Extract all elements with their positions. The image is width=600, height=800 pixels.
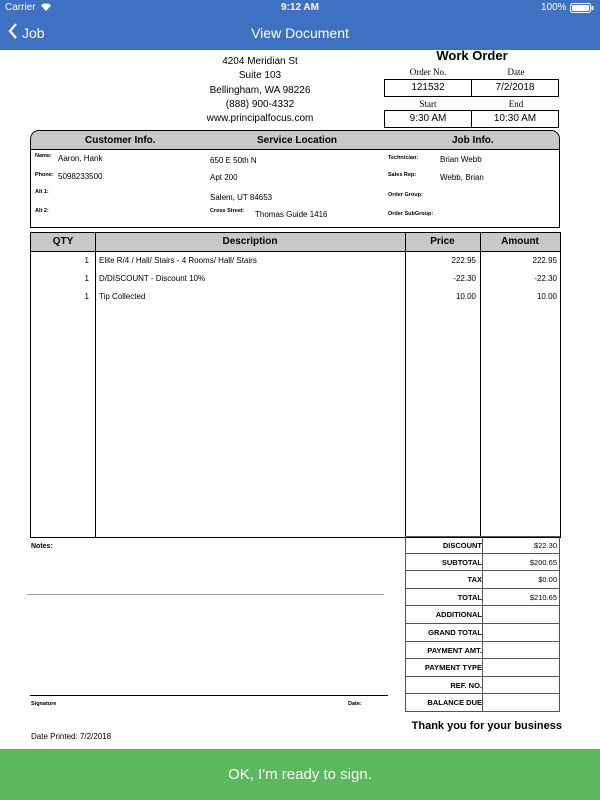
totals-label: PAYMENT AMT. bbox=[427, 645, 482, 655]
totals-label: TAX bbox=[467, 575, 482, 585]
order-no-value: 121532 bbox=[384, 79, 472, 97]
nav-bar bbox=[0, 16, 600, 50]
row-price: -22.30 bbox=[453, 274, 476, 283]
totals-value: $22.30 bbox=[534, 541, 557, 550]
totals-row bbox=[405, 677, 560, 695]
customer-phone: 5098233500 bbox=[58, 172, 103, 181]
row-qty: 1 bbox=[84, 274, 89, 283]
order-no-label: Order No. bbox=[409, 67, 447, 77]
phone-label: Phone: bbox=[35, 172, 54, 178]
order-subgroup-label: Order SubGroup: bbox=[388, 211, 434, 217]
row-description: Elite R/4 / Hall/ Stairs - 4 Rooms/ Hall/ Stairs bbox=[99, 256, 257, 265]
notes-divider bbox=[27, 594, 384, 595]
sales-rep-value: Webb, Brian bbox=[440, 173, 484, 182]
row-price: 222.95 bbox=[451, 256, 476, 265]
date-printed bbox=[31, 732, 111, 741]
totals-row bbox=[405, 589, 560, 607]
totals-row bbox=[405, 571, 560, 589]
battery-icon bbox=[570, 3, 594, 16]
signature-date-label: Date: bbox=[348, 701, 362, 707]
thank-you-message: Thank you for your business bbox=[411, 720, 562, 732]
company-address2: Suite 103 bbox=[238, 70, 282, 82]
ready-to-sign-button[interactable]: OK, I'm ready to sign. bbox=[0, 749, 600, 800]
alt2-label: Alt 2: bbox=[35, 208, 49, 214]
company-phone: (888) 900-4332 bbox=[225, 98, 295, 110]
company-city: Bellingham, WA 98226 bbox=[209, 84, 311, 96]
battery-percent: 100% bbox=[541, 2, 567, 13]
technician-value: Brian Webb bbox=[440, 155, 482, 164]
work-order-title: Work Order bbox=[436, 48, 508, 63]
end-value: 10:30 AM bbox=[471, 110, 559, 128]
notes-label: Notes: bbox=[31, 543, 53, 550]
service-address1: 650 E 50th N bbox=[210, 156, 257, 165]
alt1-label: Alt 1: bbox=[35, 189, 49, 195]
totals-value: $200.65 bbox=[529, 557, 557, 567]
back-label: Job bbox=[22, 24, 45, 41]
cross-street-label: Cross Street: bbox=[210, 208, 245, 214]
line-items-table bbox=[30, 232, 561, 538]
date-printed-value: 7/2/2018 bbox=[79, 732, 112, 741]
row-amount: 222.95 bbox=[532, 256, 557, 265]
price-header: Price bbox=[430, 236, 455, 247]
date-label: Date bbox=[507, 67, 525, 77]
service-city: Salem, UT 84653 bbox=[210, 193, 273, 202]
signature-label: Signature bbox=[31, 701, 57, 707]
status-bar bbox=[0, 0, 600, 16]
totals-row bbox=[405, 694, 560, 712]
row-qty: 1 bbox=[84, 256, 89, 265]
signature-line bbox=[30, 695, 388, 696]
sales-rep-label: Sales Rep: bbox=[388, 172, 417, 178]
description-header: Description bbox=[222, 236, 278, 247]
totals-row bbox=[405, 554, 560, 572]
clock: 9:12 AM bbox=[281, 2, 319, 13]
row-price: 10.00 bbox=[455, 292, 476, 301]
totals-label: REF. NO. bbox=[450, 680, 482, 690]
totals-row bbox=[405, 659, 560, 677]
service-address2: Apt 200 bbox=[210, 173, 238, 182]
order-group-label: Order Group: bbox=[388, 192, 423, 198]
company-website: www.principalfocus.com bbox=[206, 113, 314, 125]
date-printed-label: Date Printed: bbox=[31, 732, 78, 741]
customer-info-title: Customer Info. bbox=[85, 135, 156, 146]
service-location-title: Service Location bbox=[257, 135, 338, 146]
end-label: End bbox=[508, 99, 524, 109]
name-label: Name: bbox=[35, 153, 52, 159]
row-description: D/DISCOUNT - Discount 10% bbox=[99, 274, 206, 283]
totals-label: PAYMENT TYPE bbox=[424, 663, 482, 673]
order-date-value: 7/2/2018 bbox=[471, 79, 559, 97]
amount-header: Amount bbox=[501, 236, 539, 247]
totals-value: $0.00 bbox=[538, 575, 557, 585]
totals-label: BALANCE DUE bbox=[427, 698, 482, 708]
customer-name: Aaron, Hank bbox=[58, 154, 103, 163]
technician-label: Technician: bbox=[388, 155, 419, 161]
totals-row bbox=[405, 642, 560, 660]
totals-label: SUBTOTAL bbox=[441, 557, 482, 567]
carrier-label: Carrier bbox=[5, 2, 36, 13]
company-info bbox=[190, 55, 330, 126]
totals-row bbox=[405, 606, 560, 624]
row-description: Tip Collected bbox=[99, 292, 146, 301]
info-section-header bbox=[31, 131, 559, 150]
totals-label: DISCOUNT bbox=[442, 541, 482, 550]
totals-value: $210.65 bbox=[529, 592, 557, 602]
info-section bbox=[30, 130, 560, 228]
row-qty: 1 bbox=[84, 292, 89, 301]
totals-row bbox=[405, 536, 560, 554]
company-address1: 4204 Meridian St bbox=[222, 56, 298, 67]
nav-title: View Document bbox=[251, 25, 349, 41]
start-value: 9:30 AM bbox=[384, 110, 472, 128]
row-amount: -22.30 bbox=[534, 274, 557, 283]
job-info-title: Job Info. bbox=[452, 135, 494, 146]
column-divider bbox=[95, 233, 96, 537]
row-amount: 10.00 bbox=[536, 292, 557, 301]
totals-label: GRAND TOTAL bbox=[428, 628, 482, 637]
totals-label: ADDITIONAL bbox=[435, 610, 482, 620]
start-label: Start bbox=[419, 99, 437, 109]
cross-street-value: Thomas Guide 1416 bbox=[255, 210, 328, 219]
totals-row bbox=[405, 624, 560, 642]
qty-header: QTY bbox=[52, 236, 74, 247]
totals-label: TOTAL bbox=[457, 592, 482, 602]
